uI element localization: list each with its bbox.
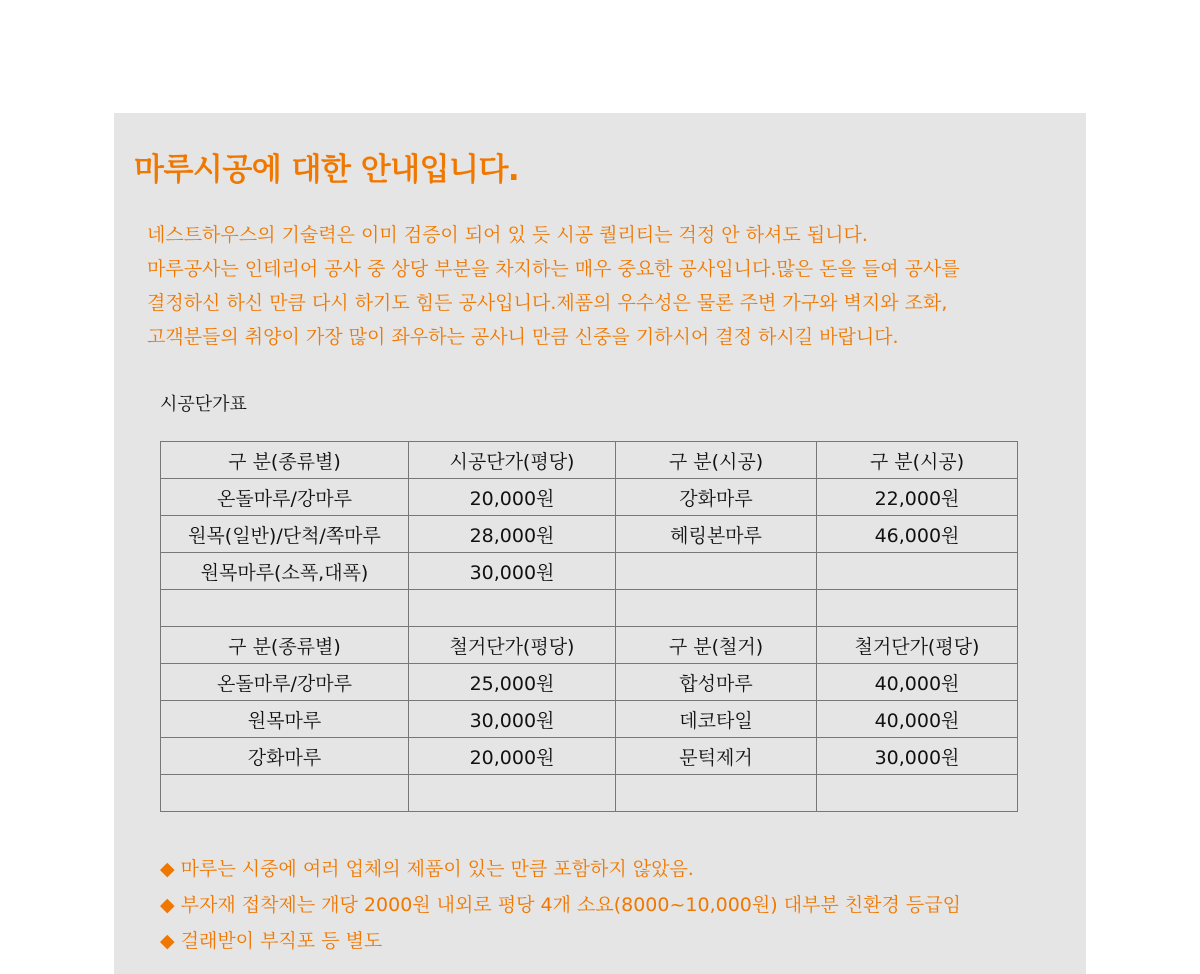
- intro-line: 네스트하우스의 기술력은 이미 검증이 되어 있 듯 시공 퀄리티는 걱정 안 하셔도 됩니다.: [147, 224, 868, 246]
- price-table: [160, 441, 1018, 812]
- table-cell: 구 분(종류별): [161, 627, 409, 664]
- table-cell: [161, 590, 409, 627]
- table-row: [161, 590, 1018, 627]
- table-row: [161, 516, 1018, 553]
- table-cell: 구 분(종류별): [161, 442, 409, 479]
- table-cell: 30,000원: [409, 701, 616, 738]
- table-cell: 40,000원: [817, 701, 1018, 738]
- table-cell: 철거단가(평당): [817, 627, 1018, 664]
- table-cell: 20,000원: [409, 738, 616, 775]
- page-title: 마루시공에 대한 안내입니다.: [134, 152, 520, 188]
- table-row: [161, 553, 1018, 590]
- table-cell: [161, 775, 409, 812]
- table-cell: 시공단가(평당): [409, 442, 616, 479]
- note-text: 걸래받이 부직포 등 별도: [180, 930, 383, 952]
- table-cell: 30,000원: [817, 738, 1018, 775]
- table-cell: 40,000원: [817, 664, 1018, 701]
- table-cell: 구 분(시공): [817, 442, 1018, 479]
- table-cell: 온돌마루/강마루: [161, 479, 409, 516]
- table-cell: [616, 590, 817, 627]
- note-item: [160, 851, 961, 887]
- table-row: [161, 775, 1018, 812]
- intro-text: [147, 218, 1072, 354]
- note-text: 마루는 시중에 여러 업체의 제품이 있는 만큼 포함하지 않았음.: [180, 858, 694, 880]
- table-row: [161, 701, 1018, 738]
- table-cell: 구 분(철거): [616, 627, 817, 664]
- table-cell: 철거단가(평당): [409, 627, 616, 664]
- table-cell: [817, 553, 1018, 590]
- intro-line: 마루공사는 인테리어 공사 중 상당 부분을 차지하는 매우 중요한 공사입니다.많은 돈을 들여 공사를: [147, 258, 960, 280]
- table-cell: 합성마루: [616, 664, 817, 701]
- table-cell: 구 분(시공): [616, 442, 817, 479]
- table-cell: 원목마루: [161, 701, 409, 738]
- table-cell: [616, 553, 817, 590]
- diamond-bullet-icon: ◆: [160, 930, 175, 952]
- table-row: [161, 479, 1018, 516]
- notes-list: [160, 851, 961, 959]
- table-cell: 데코타일: [616, 701, 817, 738]
- table-cell: 28,000원: [409, 516, 616, 553]
- table-cell: 원목(일반)/단척/쪽마루: [161, 516, 409, 553]
- table-header-row: [161, 627, 1018, 664]
- table-cell: 20,000원: [409, 479, 616, 516]
- note-item: [160, 887, 961, 923]
- note-item: [160, 923, 961, 959]
- table-cell: [817, 590, 1018, 627]
- table-cell: 문턱제거: [616, 738, 817, 775]
- table-cell: 22,000원: [817, 479, 1018, 516]
- table-cell: 온돌마루/강마루: [161, 664, 409, 701]
- table-cell: 강화마루: [161, 738, 409, 775]
- note-text: 부자재 접착제는 개당 2000원 내외로 평당 4개 소요(8000~10,000원) 대부분 친환경 등급임: [180, 894, 961, 916]
- table-header-row: [161, 442, 1018, 479]
- table-cell: [409, 775, 616, 812]
- table-cell: [409, 590, 616, 627]
- intro-line: 결정하신 하신 만큼 다시 하기도 힘든 공사입니다.제품의 우수성은 물론 주변 가구와 벽지와 조화,: [147, 292, 948, 314]
- intro-line: 고객분들의 취양이 가장 많이 좌우하는 공사니 만큼 신중을 기하시어 결정 하시길 바랍니다.: [147, 326, 899, 348]
- table-row: [161, 664, 1018, 701]
- table-cell: 강화마루: [616, 479, 817, 516]
- table-caption: 시공단가표: [160, 394, 247, 415]
- table-cell: 30,000원: [409, 553, 616, 590]
- diamond-bullet-icon: ◆: [160, 858, 175, 880]
- table-cell: 원목마루(소폭,대폭): [161, 553, 409, 590]
- table-cell: 25,000원: [409, 664, 616, 701]
- table-cell: [817, 775, 1018, 812]
- table-row: [161, 738, 1018, 775]
- diamond-bullet-icon: ◆: [160, 894, 175, 916]
- table-cell: [616, 775, 817, 812]
- table-cell: 헤링본마루: [616, 516, 817, 553]
- table-cell: 46,000원: [817, 516, 1018, 553]
